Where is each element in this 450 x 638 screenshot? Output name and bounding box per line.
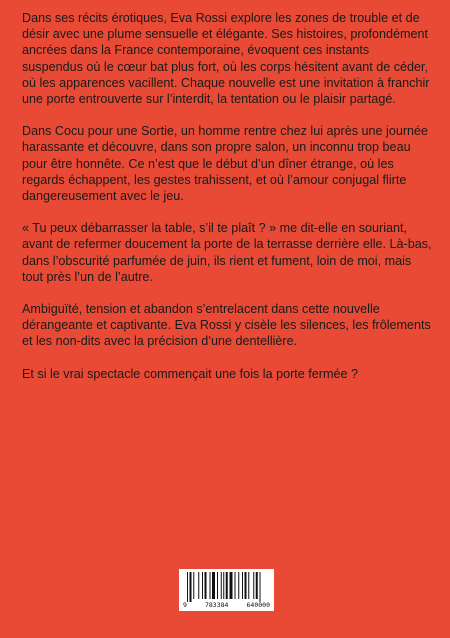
barcode-bar	[260, 572, 261, 602]
barcode-bar	[242, 572, 243, 599]
barcode-bar	[248, 572, 249, 599]
barcode-group-1: 783384	[204, 601, 229, 609]
barcode-bars	[179, 569, 274, 603]
barcode-prefix: 9	[183, 601, 187, 609]
barcode-bar	[187, 572, 188, 602]
barcode-bar	[212, 572, 215, 599]
paragraph-synopsis: Dans Cocu pour une Sortie, un homme rentre chez lui après une journée harassante et découvre, dans son propre salon, un inconnu trop beau pour être honnête. Ce n’est que le début d’un dîner étrange, où les regards échappent, les gestes trahissent, et où l’amour conjugal flirte dangereusement avec le jeu.	[22, 124, 429, 204]
barcode-group-2: 640000	[246, 601, 270, 609]
barcode-bar	[230, 572, 233, 599]
barcode-bar	[202, 572, 203, 599]
barcode-bar	[223, 572, 224, 599]
barcode-bar	[193, 572, 194, 599]
barcode-bar	[238, 572, 239, 599]
barcode-bar	[210, 572, 211, 599]
paragraph-summary: Ambiguïté, tension et abandon s’entrelacent dans cette nouvelle dérangeante et captivante. Eva Rossi y cisèle les silences, les frôlements et les non-dits avec la précision d’une dentellière.	[22, 302, 431, 349]
barcode-bar	[226, 572, 228, 599]
barcode-bar	[198, 572, 199, 599]
isbn-barcode	[179, 569, 274, 611]
barcode-bar	[245, 572, 247, 599]
paragraph-excerpt: « Tu peux débarrasser la table, s’il te plaît ? » me dit-elle en souriant, avant de refermer doucement la porte de la terrasse derrière elle. Là-bas, dans l’obscurité parfumée de juin, ils rient et fument, loin de moi, mais tout près l’un de l’autre.	[22, 221, 432, 284]
paragraph-tagline: Et si le vrai spectacle commençait une fois la porte fermée ?	[22, 366, 358, 381]
paragraph-intro: Dans ses récits érotiques, Eva Rossi explore les zones de trouble et de désir avec une plume sensuelle et élégante. Ses histoires, profondément ancrées dans la France contemporaine, évoquent ces instants suspendus où le cœur bat plus fort, où les corps hésitent avant de céder, où les apparences vacillent. Chaque nouvelle est une invitation à franchir une porte entrouverte sur l’interdit, la tentation ou le plaisir partagé.	[22, 11, 430, 107]
barcode-bar	[221, 572, 222, 599]
barcode-bar	[205, 572, 207, 599]
barcode-bar	[256, 572, 258, 599]
barcode-bar	[190, 572, 192, 602]
barcode-bar	[253, 572, 254, 599]
barcode-number	[179, 601, 274, 609]
back-cover-text	[22, 10, 432, 398]
barcode-bar	[217, 572, 218, 599]
barcode-bar	[235, 572, 236, 599]
